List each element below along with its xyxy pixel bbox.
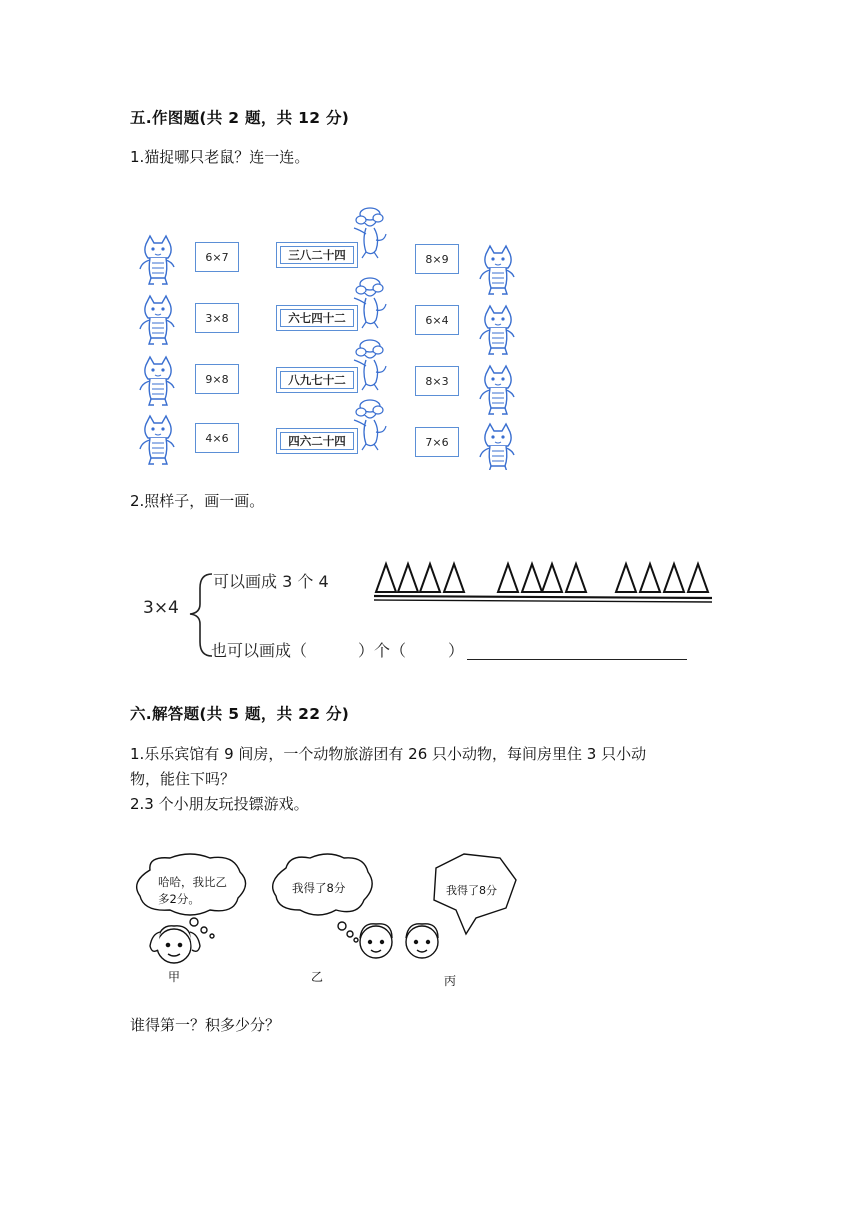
name-bing: 丙: [444, 974, 457, 988]
bubble-bing: 我得了8分: [446, 884, 497, 897]
kids-illustration: [130, 850, 530, 990]
left-expr-box: 9×8: [195, 364, 239, 394]
left-expr-box: 4×6: [195, 423, 239, 453]
s6-q2-question: 谁得第一？积多少分？: [130, 1016, 281, 1034]
cat-icon: [140, 296, 174, 344]
mouse-label: 四六二十四: [280, 432, 354, 450]
right-expr-box: 8×9: [415, 244, 459, 274]
cat-icon: [480, 366, 514, 414]
cat-icon: [140, 416, 174, 464]
mouse-label-box: [276, 367, 358, 393]
name-jia: 甲: [168, 970, 181, 984]
section5-title: 五.作图题(共 2 题，共 12 分): [130, 109, 350, 127]
name-yi: 乙: [311, 970, 324, 984]
bubble-jia-line2: 多2分。: [158, 892, 200, 906]
mouse-icon: [354, 208, 386, 258]
mouse-label: 三八二十四: [280, 246, 354, 264]
right-expr-box: 7×6: [415, 427, 459, 457]
left-expr-box: 6×7: [195, 242, 239, 272]
right-expr-box: 8×3: [415, 366, 459, 396]
mouse-icon: [354, 278, 386, 328]
mouse-icon: [354, 400, 386, 450]
s6-q1-line2: 物，能住下吗？: [130, 770, 236, 788]
mouse-label: 八九七十二: [280, 371, 354, 389]
left-expr-box: 3×8: [195, 303, 239, 333]
cat-icon: [480, 306, 514, 354]
s6-q2-prompt: 2.3 个小朋友玩投镖游戏。: [130, 795, 309, 813]
cat-icon: [480, 424, 514, 470]
cat-icon: [480, 246, 514, 294]
s6-q1-line1: 1.乐乐宾馆有 9 间房，一个动物旅游团有 26 只小动物，每间房里住 3 只小动: [130, 745, 647, 763]
cat-icon: [140, 357, 174, 405]
q1-prompt: 1.猫捉哪只老鼠？连一连。: [130, 148, 310, 166]
mouse-label-box: [276, 242, 358, 268]
mouse-label-box: [276, 428, 358, 454]
bubble-jia: [158, 874, 227, 908]
mouse-icon: [354, 340, 386, 390]
bubble-jia-line1: 哈哈，我比乙: [158, 875, 227, 889]
bubble-yi: 我得了8分: [292, 881, 346, 895]
q2-expression: 3×4: [143, 598, 179, 618]
q2-line2-b: ）个（: [358, 641, 407, 660]
right-expr-box: 6×4: [415, 305, 459, 335]
triangles-figure: [372, 560, 717, 606]
q2-line1: 可以画成 3 个 4: [213, 572, 329, 591]
cat-icon: [140, 236, 174, 284]
q2-line2-a: 也可以画成（: [211, 641, 308, 660]
section6-title: 六.解答题(共 5 题，共 22 分): [130, 705, 350, 723]
q2-prompt: 2.照样子，画一画。: [130, 492, 265, 510]
answer-line: [467, 659, 687, 660]
mouse-label-box: [276, 305, 358, 331]
q2-line2-c: ）: [448, 641, 465, 660]
mouse-label: 六七四十二: [280, 309, 354, 327]
